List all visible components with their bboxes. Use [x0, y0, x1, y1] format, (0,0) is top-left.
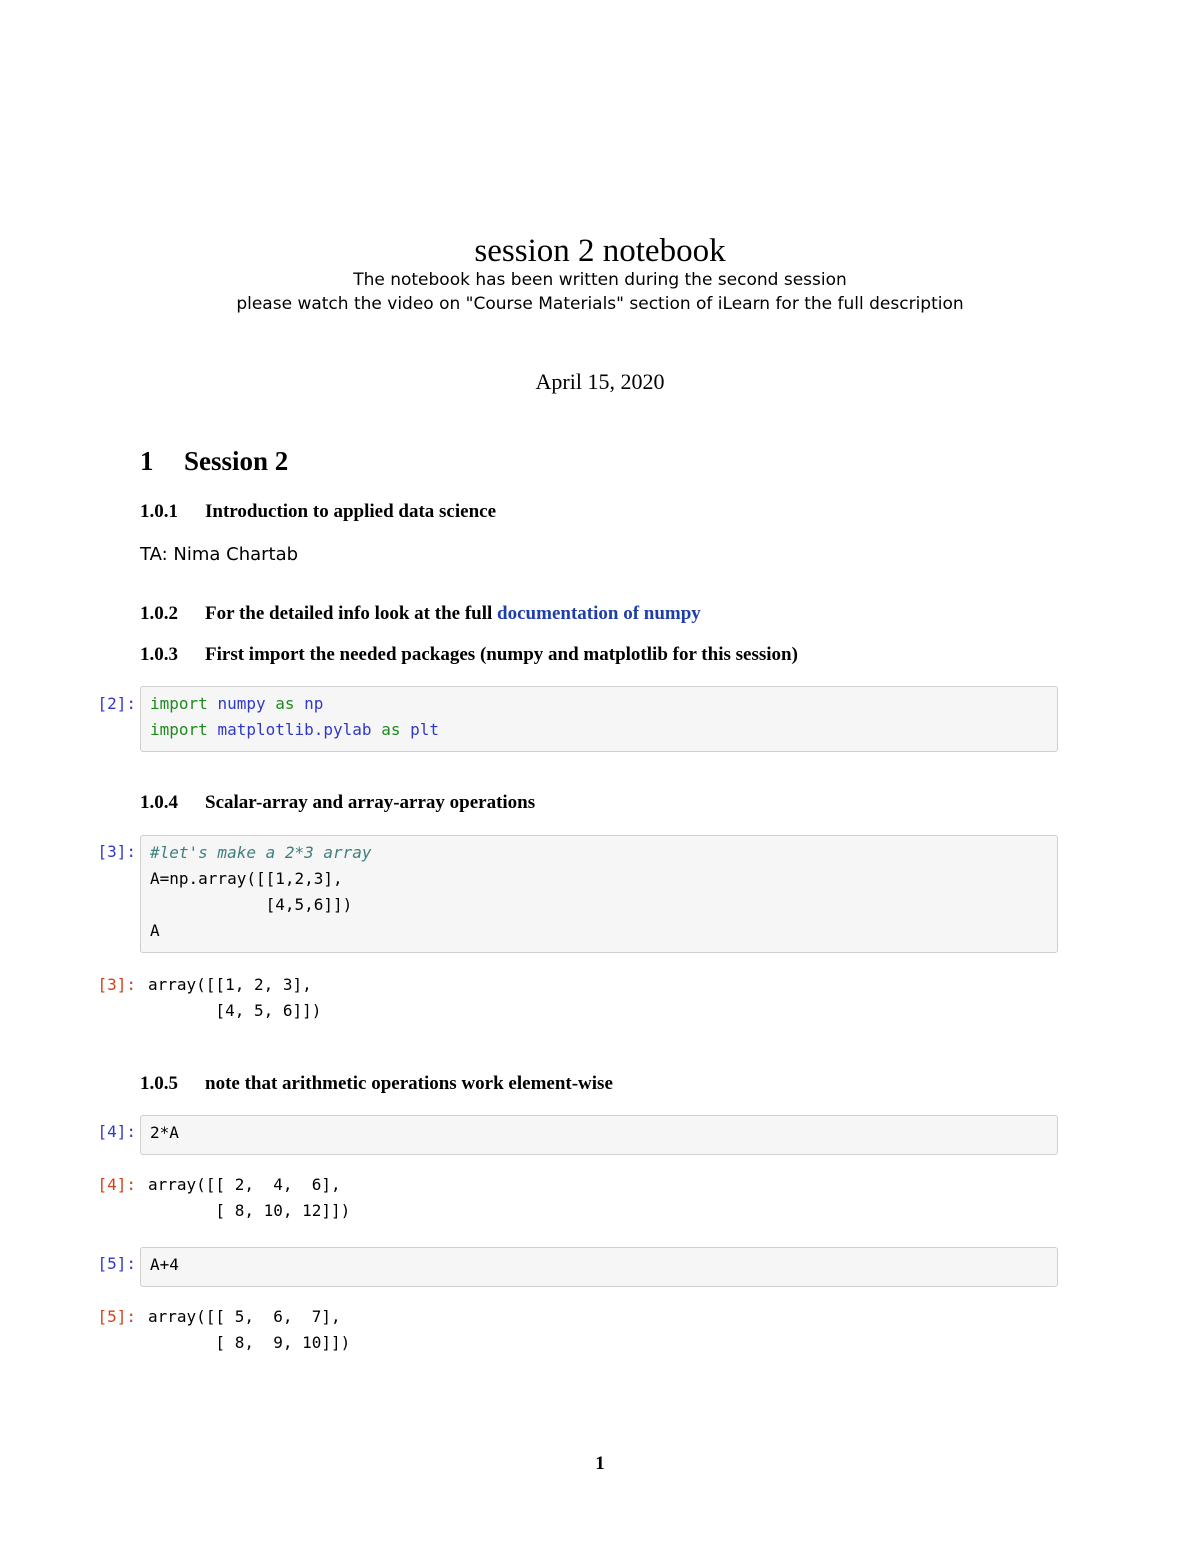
subsection-title: Scalar-array and array-array operations [205, 792, 536, 813]
cell-output-5: array([[ 5, 6, 7], [ 8, 9, 10]]) [148, 1307, 351, 1352]
subtitle-line-1: The notebook has been written during the second session [353, 270, 847, 290]
subsection-number: 1.0.5 [140, 1073, 178, 1094]
cell-output-4: array([[ 2, 4, 6], [ 8, 10, 12]]) [148, 1175, 351, 1220]
subsection-title: Introduction to applied data science [205, 501, 497, 522]
code-line: A [150, 921, 160, 940]
code-line: [4,5,6]]) [150, 895, 353, 914]
numpy-docs-link[interactable]: documentation of numpy [497, 603, 701, 624]
output-prompt-5: [5]: [97, 1307, 136, 1326]
module-alias: plt [410, 720, 440, 739]
subsection-number: 1.0.2 [140, 603, 178, 624]
module-name: matplotlib.pylab [217, 720, 372, 739]
code-comment: #let's make a 2*3 array [150, 843, 372, 862]
page-number: 1 [595, 1453, 605, 1474]
subsection-1-0-1 [140, 499, 496, 525]
input-prompt-4: [4]: [97, 1122, 136, 1141]
subsection-title: note that arithmetic operations work element-wise [205, 1073, 613, 1094]
module-name: numpy [217, 694, 266, 713]
keyword: as [275, 694, 295, 713]
keyword: as [381, 720, 401, 739]
keyword: import [150, 694, 208, 713]
code-line: A=np.array([[1,2,3], [150, 869, 343, 888]
code-line [150, 717, 1048, 743]
document-title: session 2 notebook [474, 233, 726, 269]
keyword: import [150, 720, 208, 739]
input-prompt-5: [5]: [97, 1254, 136, 1273]
subsection-1-0-2 [140, 601, 701, 627]
output-prompt-4: [4]: [97, 1175, 136, 1194]
section-title: Session 2 [184, 446, 289, 476]
subsection-1-0-3 [140, 642, 798, 668]
subsection-title: For the detailed info look at the full [205, 603, 498, 624]
code-line: A+4 [150, 1255, 179, 1274]
output-prompt-3: [3]: [97, 975, 136, 994]
input-prompt-3: [3]: [97, 842, 136, 861]
code-line [150, 691, 1048, 717]
subsection-number: 1.0.1 [140, 501, 178, 522]
code-cell-4[interactable] [140, 1115, 1058, 1155]
code-cell-2[interactable] [140, 686, 1058, 752]
subsection-title: First import the needed packages (numpy and matplotlib for this session) [205, 644, 798, 665]
subtitle-line-2: please watch the video on "Course Materials" section of iLearn for the full description [236, 294, 964, 314]
subsection-number: 1.0.4 [140, 792, 178, 813]
subsection-number: 1.0.3 [140, 644, 178, 665]
input-prompt-2: [2]: [97, 694, 136, 713]
ta-paragraph: TA: Nima Chartab [140, 544, 299, 565]
cell-output-3: array([[1, 2, 3], [4, 5, 6]]) [148, 975, 322, 1020]
code-line: 2*A [150, 1123, 179, 1142]
section-number: 1 [140, 446, 154, 476]
subsection-1-0-4 [140, 790, 535, 816]
document-date: April 15, 2020 [535, 369, 665, 394]
module-alias: np [304, 694, 324, 713]
code-cell-3[interactable] [140, 835, 1058, 953]
subsection-1-0-5 [140, 1071, 613, 1097]
code-cell-5[interactable] [140, 1247, 1058, 1287]
section-heading [140, 444, 288, 478]
